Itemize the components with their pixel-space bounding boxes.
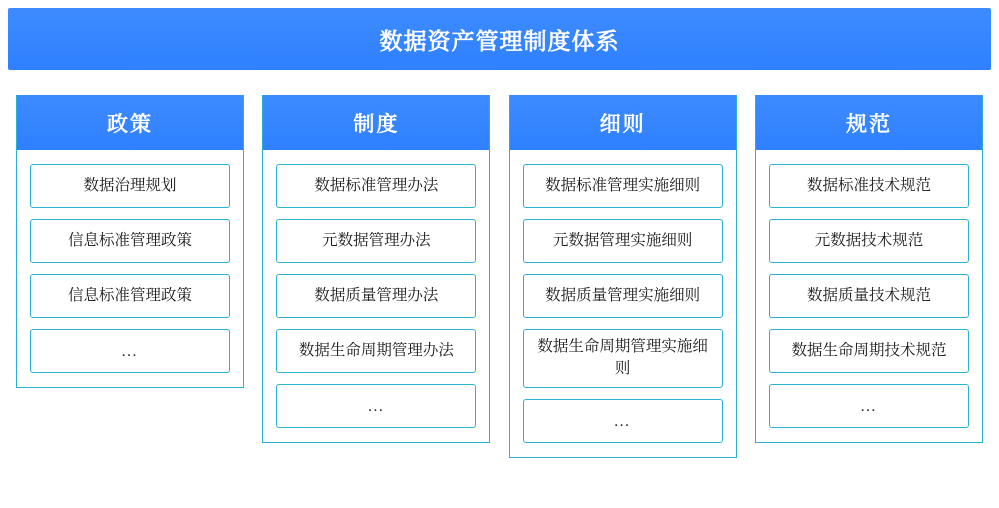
list-item[interactable]: 数据生命周期管理实施细则 <box>523 329 723 388</box>
column-header-standards: 规范 <box>756 95 982 150</box>
list-item[interactable]: 数据质量技术规范 <box>769 274 969 318</box>
column-body-policy <box>17 150 243 387</box>
list-item[interactable]: 信息标准管理政策 <box>30 274 230 318</box>
list-item[interactable]: 数据标准管理实施细则 <box>523 164 723 208</box>
list-item[interactable]: 数据质量管理实施细则 <box>523 274 723 318</box>
list-item-more[interactable]: … <box>30 329 230 373</box>
column-system <box>262 95 490 443</box>
column-header-policy: 政策 <box>17 95 243 150</box>
column-body-system <box>263 150 489 442</box>
page-title: 数据资产管理制度体系 <box>379 27 620 54</box>
list-item[interactable]: 元数据管理办法 <box>276 219 476 263</box>
list-item[interactable]: 元数据管理实施细则 <box>523 219 723 263</box>
list-item[interactable]: 数据生命周期管理办法 <box>276 329 476 373</box>
column-body-standards <box>756 150 982 442</box>
diagram-title-bar <box>8 8 991 70</box>
list-item[interactable]: 数据质量管理办法 <box>276 274 476 318</box>
list-item-more[interactable]: … <box>276 384 476 428</box>
list-item[interactable]: 数据标准技术规范 <box>769 164 969 208</box>
list-item-more[interactable]: … <box>523 399 723 443</box>
column-body-rules <box>510 150 736 457</box>
list-item[interactable]: 数据治理规划 <box>30 164 230 208</box>
column-standards <box>755 95 983 443</box>
list-item[interactable]: 数据标准管理办法 <box>276 164 476 208</box>
column-header-rules: 细则 <box>510 95 736 150</box>
column-policy <box>16 95 244 388</box>
list-item[interactable]: 信息标准管理政策 <box>30 219 230 263</box>
column-header-system: 制度 <box>263 95 489 150</box>
columns-container <box>8 95 991 458</box>
list-item-more[interactable]: … <box>769 384 969 428</box>
list-item[interactable]: 数据生命周期技术规范 <box>769 329 969 373</box>
column-rules <box>509 95 737 458</box>
list-item[interactable]: 元数据技术规范 <box>769 219 969 263</box>
